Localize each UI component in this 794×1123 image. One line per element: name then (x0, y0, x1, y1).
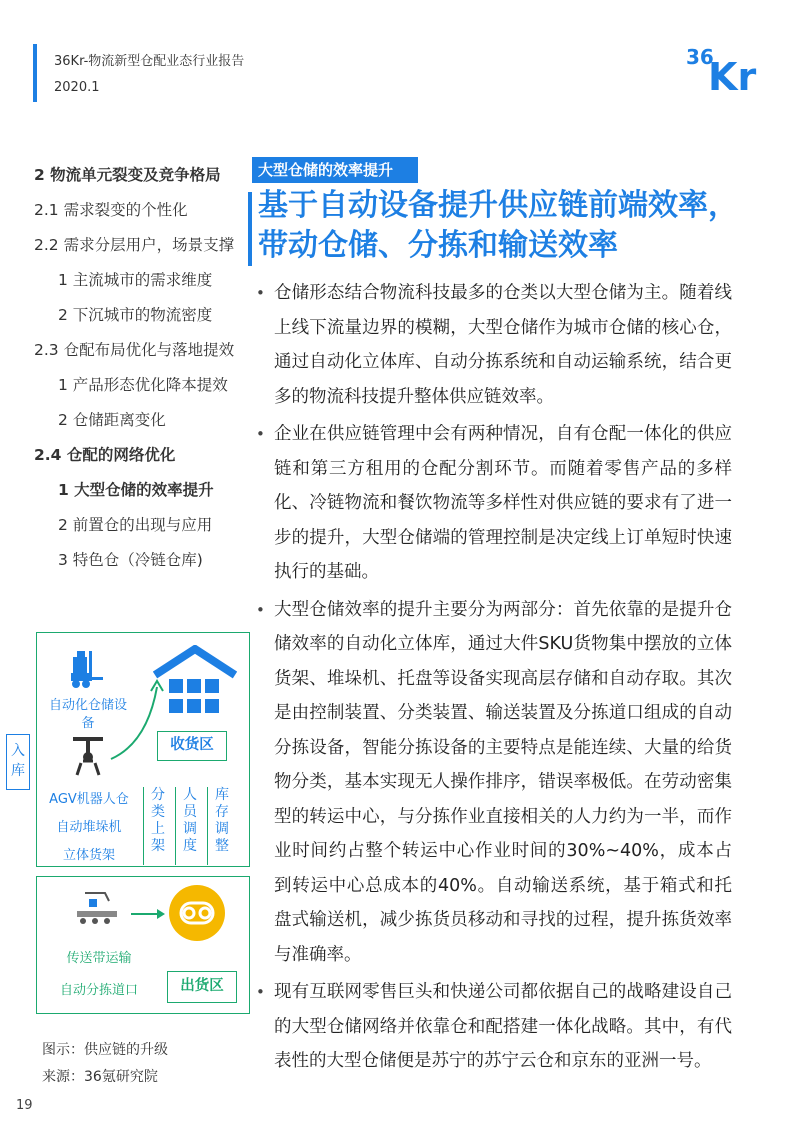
toc-item[interactable]: 1 产品形态优化降本提效 (58, 376, 228, 394)
toc-item[interactable]: 2.1 需求裂变的个性化 (34, 201, 188, 219)
table-of-contents (34, 158, 252, 578)
paragraph (254, 417, 732, 590)
paragraph-text: 大型仓储效率的提升主要分为两部分：首先依靠的是提升仓储效率的自动化立体库，通过大件SKU货物集中摆放的立体货架、堆垛机、托盘等设备实现高层存储和自动存取。其次是由控制装置、分类装置、输送装置及分拣道口组成的自动分拣设备，智能分拣设备的主要特点是能连续、大量的给货物分类，基本实现无人操作排序，错误率极低。在劳动密集型的转运中心，与分拣作业直接相关的人力约为一半，而作业时间约占整个转运中心作业时间的30%~40%，成本占到转运中心总成本的40%。自动输送系统，基于箱式和托盘式输送机，减少拣货员移动和寻找的过程，提升拣货效率与准确率。 (274, 599, 732, 965)
report-date: 2020.1 (54, 80, 100, 95)
shipping-section-box (36, 876, 250, 1014)
bullet-icon: • (256, 425, 265, 443)
section-tag: 大型仓储的效率提升 (252, 157, 418, 183)
toc-item[interactable]: 2.2 需求分层用户，场景支撑 (34, 236, 235, 254)
header-accent-bar (33, 44, 37, 102)
arrow-right-icon (131, 907, 167, 921)
supply-chain-diagram (6, 626, 256, 1021)
toc-item[interactable]: 2.3 仓配布局优化与落地提效 (34, 341, 235, 359)
stacker-label: 自动堆垛机 (56, 820, 122, 835)
toc-item[interactable]: 1 大型仓储的效率提升 (58, 481, 214, 499)
paragraph (254, 276, 732, 414)
toc-item[interactable]: 2 下沉城市的物流密度 (58, 306, 213, 324)
sort-shelve-label: 分 类 上 架 (143, 787, 172, 865)
sorting-port-label: 自动分拣道口 (59, 983, 138, 998)
figure-caption: 图示：供应链的升级 (42, 1042, 168, 1058)
paragraph (254, 593, 732, 973)
toc-item[interactable]: 1 主流城市的需求维度 (58, 271, 213, 289)
bullet-icon: • (256, 983, 265, 1001)
conveyor-label: 传送带运输 (66, 951, 132, 966)
sorting-machine-icon (167, 883, 227, 943)
robot-arm-icon (73, 737, 103, 779)
report-title: 36Kr-物流新型仓配业态行业报告 (54, 54, 245, 69)
paragraph-text: 企业在供应链管理中会有两种情况，自有仓配一体化的供应链和第三方租用的仓配分割环节。而随着零售产品的多样化、冷链物流和餐饮物流等多样性对供应链的要求有了进一步的提升，大型仓储端的管理控制是决定线上订单短时快速执行的基础。 (274, 424, 732, 582)
paragraph-text: 仓储形态结合物流科技最多的仓类以大型仓储为主。随着线上线下流量边界的模糊，大型仓储作为城市仓储的核心仓，通过自动化立体库、自动分拣系统和自动运输系统，结合更多的物流科技提升整体供应链效率。 (274, 283, 732, 407)
auto-storage-label: 自动化仓储设备 (48, 698, 127, 731)
agv-label: AGV机器人仓 (49, 792, 129, 807)
svg-text:36: 36 (686, 45, 714, 69)
rack-label: 立体货架 (62, 848, 115, 863)
receiving-section-box (36, 632, 250, 867)
bullet-icon: • (256, 600, 265, 619)
inventory-adjust-label: 库 存 调 整 (207, 787, 236, 865)
source-caption: 来源：36氪研究院 (42, 1069, 158, 1085)
toc-item[interactable]: 3 特色仓（冷链仓库) (58, 551, 203, 569)
forklift-icon (67, 649, 107, 689)
toc-item[interactable]: 2 前置仓的出现与应用 (58, 516, 213, 534)
bullet-icon: • (256, 284, 265, 302)
svg-text:Kr: Kr (708, 55, 757, 94)
page-title: 基于自动设备提升供应链前端效率，带动仓储、分拣和输送效率 (258, 188, 738, 263)
page-number: 19 (16, 1098, 33, 1113)
title-accent-bar (248, 192, 252, 266)
body-text (254, 276, 732, 1082)
shipping-zone-label: 出货区 (167, 971, 237, 1003)
toc-item[interactable]: 2.4 仓配的网络优化 (34, 446, 176, 464)
36kr-logo (686, 44, 766, 94)
conveyor-icon (75, 889, 125, 929)
receiving-zone-label: 收货区 (157, 731, 227, 761)
entry-label: 入库 (6, 734, 30, 790)
staff-dispatch-label: 人 员 调 度 (175, 787, 204, 865)
paragraph (254, 975, 732, 1079)
paragraph-text: 现有互联网零售巨头和快递公司都依据自己的战略建设自己的大型仓储网络并依靠仓和配搭建一体化战略。其中，有代表性的大型仓储便是苏宁的苏宁云仓和京东的亚洲一号。 (274, 982, 732, 1071)
warehouse-icon (153, 645, 237, 721)
toc-item[interactable]: 2 仓储距离变化 (58, 411, 166, 429)
toc-item[interactable]: 2 物流单元裂变及竞争格局 (34, 166, 221, 184)
